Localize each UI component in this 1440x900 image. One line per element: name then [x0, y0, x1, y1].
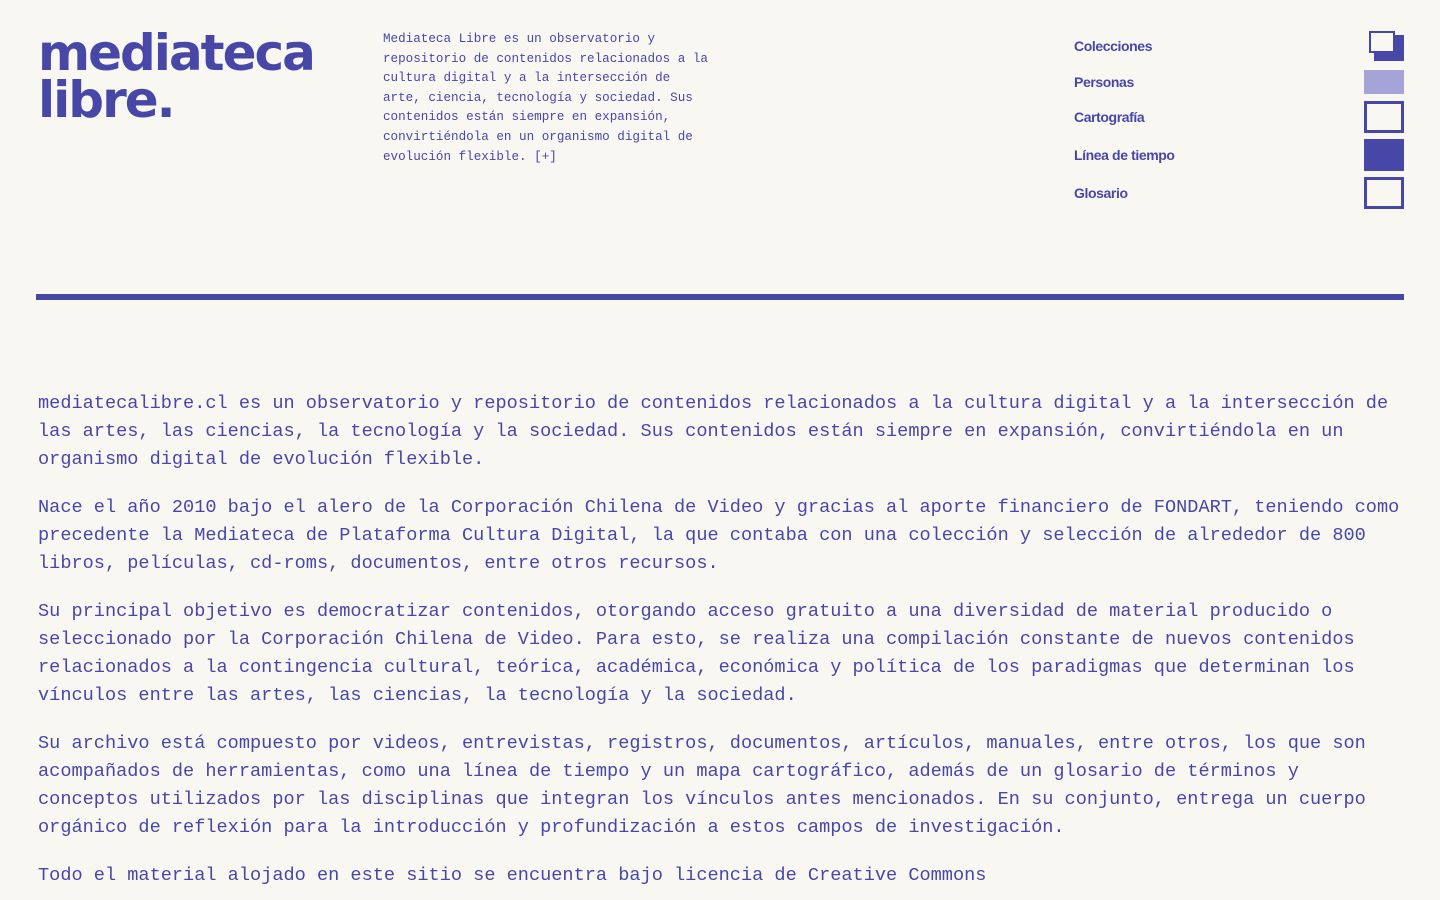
nav-item-glosario[interactable]	[1074, 177, 1404, 209]
nav-label-personas: Personas	[1074, 74, 1134, 90]
light-rectangle-icon	[1364, 70, 1404, 94]
nav-label-cartografia: Cartografía	[1074, 109, 1145, 125]
about-paragraph-2: Nace el año 2010 bajo el alero de la Corporación Chilena de Video y gracias al aporte financiero de FONDART, teniendo como precedente la Mediateca de Plataforma Cultura Digital, la que contaba con una colección y selección de alrededor de 800 libros, películas, cd-roms, documentos, entre otros recursos.	[38, 497, 1400, 574]
about-paragraph-4: Su archivo está compuesto por videos, entrevistas, registros, documentos, artículos, manuales, entre otros, los que son acompañados de herramientas, como una línea de tiempo y un mapa cartográfico, además de un glosario de términos y conceptos utilizados por las disciplinas que integran los vínculos antes mencionados. En su conjunto, entrega un cuerpo orgánico de reflexión para la introducción y profundización a estos campos de investigación.	[38, 733, 1366, 838]
nav-item-colecciones[interactable]	[1074, 30, 1404, 62]
about-paragraph-3: Su principal objetivo es democratizar contenidos, otorgando acceso gratuito a una diversidad de material producido o seleccionado por la Corporación Chilena de Video. Para esto, se realiza una compilación constante de nuevos contenidos relacionados a la contingencia cultural, teórica, académica, económica y política de los paradigmas que determinan los vínculos entre las artes, las ciencias, la tecnología y la sociedad.	[38, 601, 1355, 706]
license-notice: Todo el material alojado en este sitio se encuentra bajo licencia de Creative Commons	[38, 865, 987, 886]
nav-label-colecciones: Colecciones	[1074, 38, 1153, 54]
nav-label-linea-de-tiempo: Línea de tiempo	[1074, 147, 1175, 163]
nav-item-cartografia[interactable]	[1074, 101, 1404, 133]
intro-more-link[interactable]: [+]	[534, 149, 557, 164]
logo-line-1: mediateca	[38, 24, 314, 82]
about-content	[38, 390, 1408, 900]
intro-text: Mediateca Libre es un observatorio y repositorio de contenidos relacionados a la cultura digital y a la intersección de arte, ciencia, tecnología y sociedad. Sus contenidos están siempre en expansión, convirtiéndola en un organismo digital de evolución flexible.	[383, 32, 708, 164]
nav-item-linea-de-tiempo[interactable]	[1074, 139, 1404, 171]
solid-square-icon	[1364, 139, 1404, 171]
site-intro	[383, 30, 713, 167]
main-nav	[1074, 30, 1404, 212]
about-paragraph-1: mediatecalibre.cl es un observatorio y repositorio de contenidos relacionados a la cultura digital y a la intersección de las artes, las ciencias, la tecnología y la sociedad. Sus contenidos están siempre en expansión, convirtiéndola en un organismo digital de evolución flexible.	[38, 393, 1389, 470]
logo-line-2: libre.	[38, 71, 174, 129]
header-divider	[36, 294, 1404, 300]
nav-item-personas[interactable]	[1074, 66, 1404, 98]
nav-label-glosario: Glosario	[1074, 185, 1128, 201]
stacked-squares-icon	[1369, 31, 1404, 61]
site-logo[interactable]	[38, 24, 314, 129]
outline-square-icon	[1364, 101, 1404, 133]
outline-square-icon	[1364, 177, 1404, 209]
